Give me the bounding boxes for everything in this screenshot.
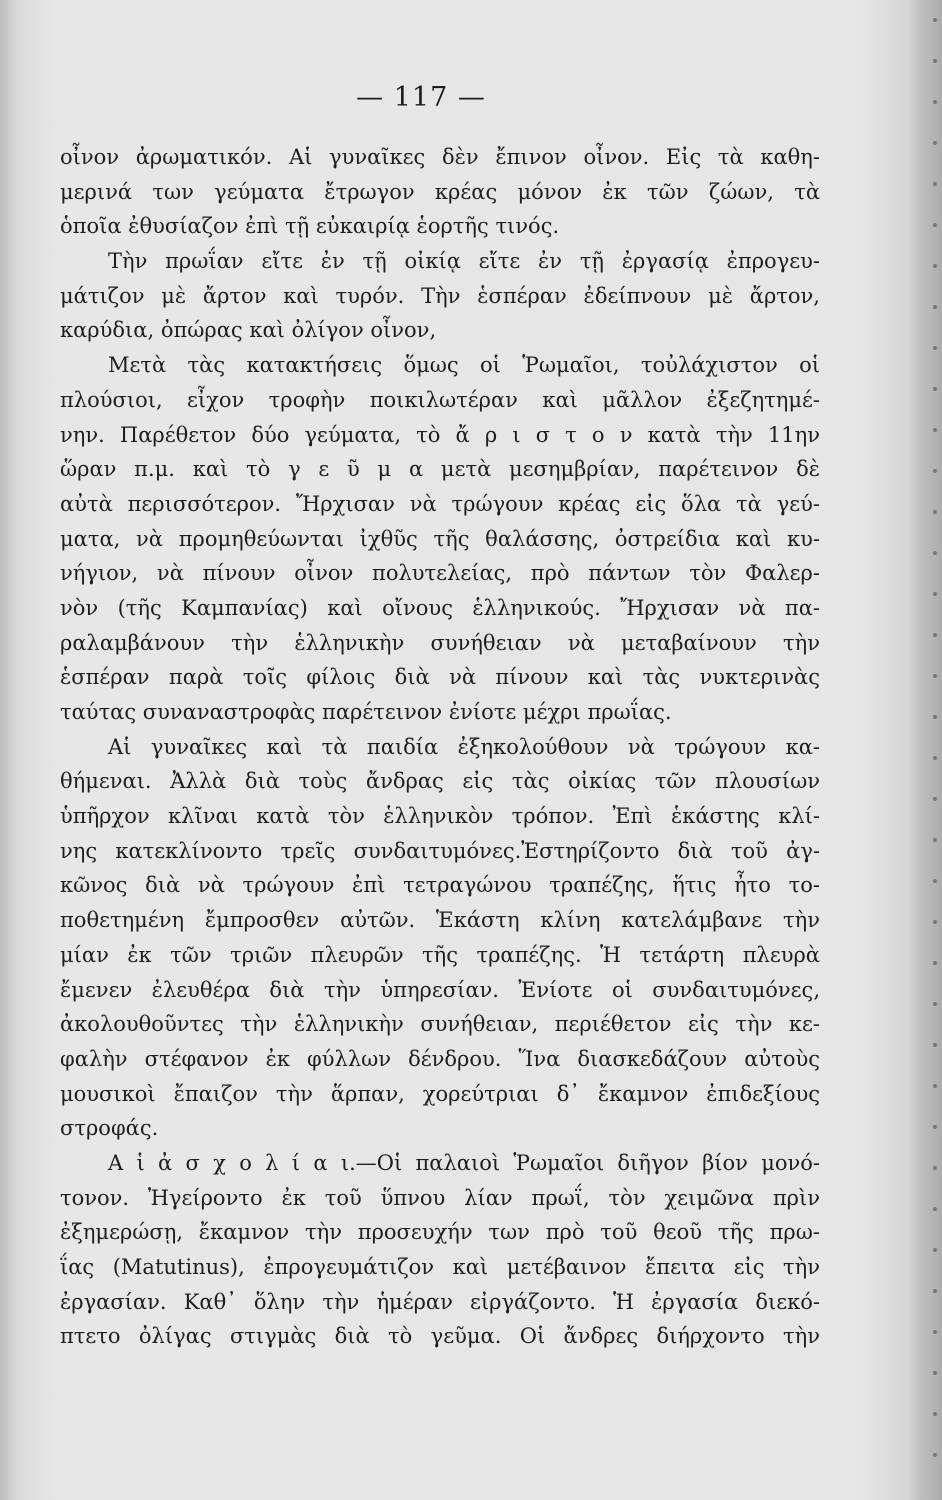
text-line: μίαν ἐκ τῶν τριῶν πλευρῶν τῆς τραπέζης. Ἡ τετάρτη πλευρὰ bbox=[60, 942, 820, 967]
binding-hole bbox=[933, 59, 937, 63]
text-line: νην. Παρέθετον δύο γεύματα, τὸ ἄ ρ ι σ τ ο ν κατὰ τὴν 11ην bbox=[60, 422, 820, 447]
binding-hole bbox=[933, 633, 937, 637]
binding-hole bbox=[933, 920, 937, 924]
text-line: στροφάς. bbox=[60, 1116, 159, 1141]
text-line: πλούσιοι, εἶχον τροφὴν ποικιλωτέραν καὶ μᾶλλον ἐξεζητημέ- bbox=[60, 387, 820, 412]
binding-hole bbox=[933, 510, 937, 514]
binding-hole bbox=[933, 674, 937, 678]
binding-hole bbox=[933, 797, 937, 801]
binding-hole bbox=[933, 551, 937, 555]
binding-hole bbox=[933, 879, 937, 883]
binding-hole bbox=[933, 182, 937, 186]
text-line: Μετὰ τὰς κατακτήσεις ὅμως οἱ Ῥωμαῖοι, τοὐλάχιστον οἱ bbox=[108, 353, 820, 378]
text-line: ποθετημένη ἔμπροσθεν αὐτῶν. Ἑκάστη κλίνη κατελάμβανε τὴν bbox=[60, 908, 820, 933]
binding-hole bbox=[933, 223, 937, 227]
text-line: νὸν (τῆς Καμπανίας) καὶ οἴνους ἑλληνικούς. Ἤρχισαν νὰ πα- bbox=[60, 595, 820, 620]
binding-hole bbox=[933, 961, 937, 965]
text-line: κῶνος διὰ νὰ τρώγουν ἐπὶ τετραγώνου τραπέζης, ἥτις ἦτο το- bbox=[60, 873, 820, 898]
page-number: — 117 — bbox=[356, 82, 486, 113]
text-line: πτετο ὀλίγας στιγμὰς διὰ τὸ γεῦμα. Οἱ ἄνδρες διήρχοντο τὴν bbox=[60, 1324, 820, 1349]
binding-hole bbox=[933, 100, 937, 104]
text-line: ἑσπέραν παρὰ τοῖς φίλοις διὰ νὰ πίνουν καὶ τὰς νυκτερινὰς bbox=[60, 665, 820, 690]
binding-hole bbox=[933, 469, 937, 473]
text-line: ἐργασίαν. Καθ᾽ ὅλην τὴν ἡμέραν εἰργάζοντο. Ἡ ἐργασία διεκό- bbox=[60, 1289, 820, 1314]
binding-hole bbox=[933, 756, 937, 760]
text-line: νήγιον, νὰ πίνουν οἶνον πολυτελείας, πρὸ πάντων τὸν Φαλερ- bbox=[60, 561, 820, 586]
binding-hole bbox=[933, 1084, 937, 1088]
binding-hole bbox=[933, 1043, 937, 1047]
text-line: ὑπῆρχον κλῖναι κατὰ τὸν ἑλληνικὸν τρόπον. Ἐπὶ ἑκάστης κλί- bbox=[60, 804, 820, 829]
binding-hole bbox=[933, 1166, 937, 1170]
text-line: θήμεναι. Ἀλλὰ διὰ τοὺς ἄνδρας εἰς τὰς οἰκίας τῶν πλουσίων bbox=[60, 769, 820, 794]
text-line: ταύτας συναναστροφὰς παρέτεινον ἐνίοτε μέχρι πρωΐας. bbox=[60, 700, 672, 724]
text-line: Αἱ γυναῖκες καὶ τὰ παιδία ἐξηκολούθουν νὰ τρώγουν κα- bbox=[108, 734, 820, 759]
binding-hole bbox=[933, 264, 937, 268]
binding-hole bbox=[933, 1248, 937, 1252]
binding-hole bbox=[933, 715, 937, 719]
text-line: ραλαμβάνουν τὴν ἑλληνικὴν συνήθειαν νὰ μεταβαίνουν τὴν bbox=[60, 630, 820, 655]
binding-hole bbox=[933, 428, 937, 432]
text-line: ὥραν π.μ. καὶ τὸ γ ε ῦ μ α μετὰ μεσημβρίαν, παρέτεινον δὲ bbox=[60, 457, 820, 482]
body-text bbox=[60, 140, 820, 1354]
text-line: ματα, νὰ προμηθεύωνται ἰχθῦς τῆς θαλάσσης, ὀστρείδια καὶ κυ- bbox=[60, 526, 820, 551]
text-line: Α ἱ ἀ σ χ ο λ ί α ι.—Οἱ παλαιοὶ Ῥωμαῖοι διῆγον βίον μονό- bbox=[108, 1150, 820, 1175]
text-line: Τὴν πρωΐαν εἴτε ἐν τῇ οἰκίᾳ εἴτε ἐν τῇ ἐργασίᾳ ἐπρογευ- bbox=[108, 249, 820, 274]
binding-hole bbox=[933, 1453, 937, 1457]
text-line: οἶνον ἀρωματικόν. Αἱ γυναῖκες δὲν ἔπινον οἶνον. Εἰς τὰ καθη- bbox=[60, 145, 820, 169]
binding-hole bbox=[933, 141, 937, 145]
binding-hole bbox=[933, 18, 937, 22]
binding-hole bbox=[933, 387, 937, 391]
binding-hole bbox=[933, 346, 937, 350]
binding-hole bbox=[933, 305, 937, 309]
binding-holes bbox=[932, 0, 938, 1500]
binding-hole bbox=[933, 1207, 937, 1211]
binding-hole bbox=[933, 1371, 937, 1375]
text-line: ὁποῖα ἐθυσίαζον ἐπὶ τῇ εὐκαιρίᾳ ἑορτῆς τινός. bbox=[60, 214, 560, 239]
text-line: ΐας (Matutinus), ἐπρογευμάτιζον καὶ μετέβαινον ἔπειτα εἰς τὴν bbox=[60, 1255, 820, 1279]
text-line: μερινά των γεύματα ἔτρωγον κρέας μόνον ἐκ τῶν ζώων, τὰ bbox=[60, 179, 820, 204]
text-line: αὐτὰ περισσότερον. Ἤρχισαν νὰ τρώγουν κρέας εἰς ὅλα τὰ γεύ- bbox=[60, 491, 820, 516]
text-line: φαλὴν στέφανον ἐκ φύλλων δένδρου. Ἵνα διασκεδάζουν αὐτοὺς bbox=[60, 1046, 820, 1071]
text-line: μάτιζον μὲ ἄρτον καὶ τυρόν. Τὴν ἑσπέραν ἐδείπνουν μὲ ἄρτον, bbox=[60, 283, 820, 308]
text-line: ἀκολουθοῦντες τὴν ἑλληνικὴν συνήθειαν, περιέθετον εἰς τὴν κε- bbox=[60, 1012, 820, 1037]
binding-hole bbox=[933, 1289, 937, 1293]
binding-hole bbox=[933, 592, 937, 596]
binding-hole bbox=[933, 1125, 937, 1129]
text-line: νης κατεκλίνοντο τρεῖς συνδαιτυμόνες.Ἐστηρίζοντο διὰ τοῦ ἀγ- bbox=[60, 838, 820, 863]
text-line: μουσικοὶ ἔπαιζον τὴν ἅρπαν, χορεύτριαι δ᾽ ἔκαμνον ἐπιδεξίους bbox=[60, 1081, 820, 1106]
binding-hole bbox=[933, 1002, 937, 1006]
text-line: ἔμενεν ἐλευθέρα διὰ τὴν ὑπηρεσίαν. Ἐνίοτε οἱ συνδαιτυμόνες, bbox=[60, 977, 820, 1002]
text-line: καρύδια, ὀπώρας καὶ ὀλίγον οἶνον, bbox=[60, 318, 437, 343]
text-line: ἐξημερώσῃ, ἔκαμνον τὴν προσευχήν των πρὸ τοῦ θεοῦ τῆς πρω- bbox=[60, 1220, 820, 1245]
text-line: τονον. Ἠγείροντο ἐκ τοῦ ὕπνου λίαν πρωΐ, τὸν χειμῶνα πρὶν bbox=[60, 1185, 820, 1210]
binding-hole bbox=[933, 838, 937, 842]
binding-hole bbox=[933, 1412, 937, 1416]
binding-hole bbox=[933, 1330, 937, 1334]
